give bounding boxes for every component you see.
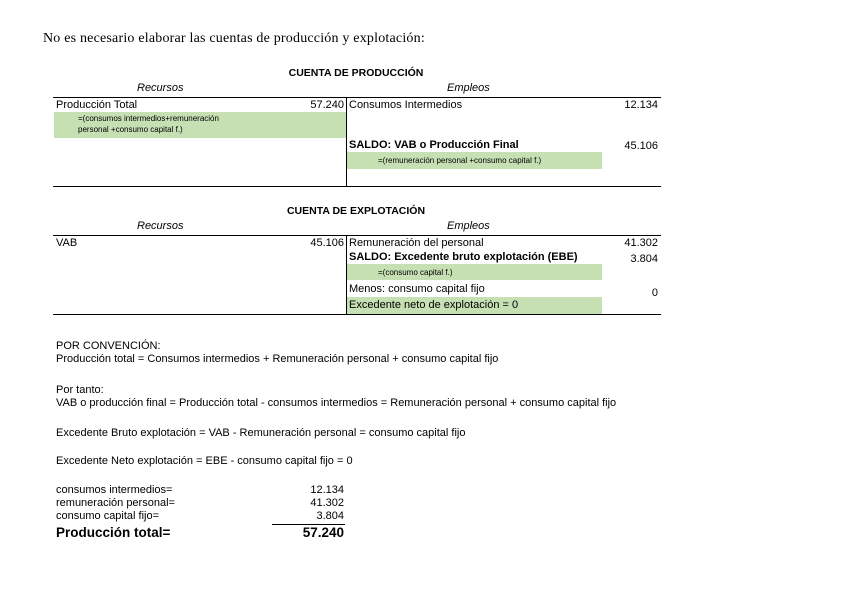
ene-formula: Excedente Neto explotación = EBE - consumo capital fijo = 0 — [56, 455, 353, 467]
summary-rem-label: remuneración personal= — [56, 497, 175, 509]
saldo-ebe-note: =(consumo capital f.) — [378, 268, 453, 277]
saldo-ebe-label: SALDO: Excedente bruto explotación (EBE) — [349, 251, 578, 263]
exploitation-top-rule — [53, 235, 661, 236]
exploitation-title: CUENTA DE EXPLOTACIÓN — [286, 205, 426, 217]
production-total-note-line1: =(consumos intermedios+remuneración — [78, 114, 219, 123]
exploitation-recursos-header: Recursos — [137, 220, 184, 232]
saldo-vab-note: =(remuneración personal +consumo capital f.) — [378, 156, 542, 165]
exploitation-bottom-rule — [53, 314, 661, 315]
excedente-neto-label: Excedente neto de explotación = 0 — [349, 299, 519, 311]
summary-ci-label: consumos intermedios= — [56, 484, 173, 496]
summary-ccf-label: consumo capital fijo= — [56, 510, 160, 522]
exploitation-empleos-header: Empleos — [447, 220, 490, 232]
production-divider — [346, 97, 347, 186]
convention-title: POR CONVENCIÓN: — [56, 340, 161, 352]
summary-rem-value: 41.302 — [310, 497, 344, 509]
vab-value: 45.106 — [310, 237, 344, 249]
portanto-label: Por tanto: — [56, 384, 104, 396]
consumos-intermedios-label: Consumos Intermedios — [349, 99, 463, 111]
remuneracion-label: Remuneración del personal — [349, 237, 484, 249]
vab-formula: VAB o producción final = Producción total - consumos intermedios = Remuneración personal + consumo capital fijo — [56, 397, 617, 409]
summary-total-value: 57.240 — [302, 525, 344, 540]
summary-total-label: Producción total= — [56, 525, 171, 540]
menos-ccf-value: 0 — [651, 287, 658, 299]
production-total-label: Producción Total — [56, 99, 138, 111]
summary-ci-value: 12.134 — [310, 484, 344, 496]
convention-formula: Producción total = Consumos intermedios + Remuneración personal + consumo capital fijo — [56, 353, 499, 365]
vab-label: VAB — [56, 237, 78, 249]
production-top-rule — [53, 97, 661, 98]
production-bottom-rule — [53, 186, 661, 187]
production-recursos-header: Recursos — [137, 82, 184, 94]
ebe-formula: Excedente Bruto explotación = VAB - Remuneración personal = consumo capital fijo — [56, 427, 466, 439]
production-title: CUENTA DE PRODUCCIÓN — [288, 67, 424, 79]
remuneracion-value: 41.302 — [624, 237, 658, 249]
intro-text: No es necesario elaborar las cuentas de producción y explotación: — [43, 31, 425, 46]
menos-ccf-label: Menos: consumo capital fijo — [349, 283, 485, 295]
summary-ccf-value: 3.804 — [316, 510, 344, 522]
production-total-value: 57.240 — [310, 99, 344, 111]
production-empleos-header: Empleos — [447, 82, 490, 94]
saldo-vab-label: SALDO: VAB o Producción Final — [349, 139, 519, 151]
consumos-intermedios-value: 12.134 — [624, 99, 658, 111]
production-total-note-line2: personal +consumo capital f.) — [78, 125, 183, 134]
saldo-vab-value: 45.106 — [624, 140, 658, 152]
saldo-ebe-value: 3.804 — [630, 253, 658, 265]
